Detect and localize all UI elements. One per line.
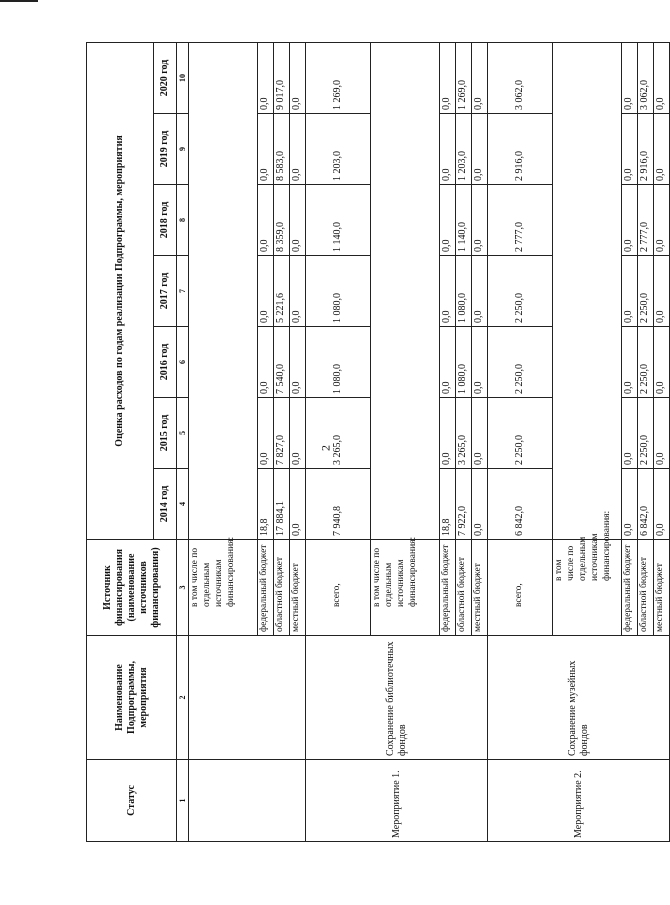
header-year: 2017 год	[154, 256, 177, 327]
value-cell: 8 359,0	[274, 185, 290, 256]
value-cell: 0,0	[290, 185, 306, 256]
source-regional: областной бюджет	[456, 540, 472, 636]
value-cell: 2 250,0	[638, 256, 654, 327]
value-cell: 0,0	[622, 256, 638, 327]
value-cell: 0,0	[258, 256, 274, 327]
corner-mark	[0, 0, 38, 2]
status-cell-empty	[189, 760, 306, 842]
value-cell: 18,8	[258, 469, 274, 540]
value-cell: 7 827,0	[274, 398, 290, 469]
rotated-table-container	[86, 42, 666, 842]
value-cell: 0,0	[654, 42, 670, 113]
value-cell: 6 842,0	[638, 469, 654, 540]
value-cell: 0,0	[290, 469, 306, 540]
column-number: 6	[177, 327, 189, 398]
value-cell: 0,0	[472, 256, 488, 327]
value-cell: 0,0	[290, 42, 306, 113]
total-label: всего,	[306, 540, 371, 636]
value-cell: 3 265,0	[456, 398, 472, 469]
value-cell: 0,0	[472, 469, 488, 540]
activity-status: Мероприятие 2.	[488, 760, 670, 842]
value-cell: 8 583,0	[274, 114, 290, 185]
value-cell: 1 080,0	[456, 256, 472, 327]
rotated-table-area	[86, 42, 666, 842]
value-cell: 0,0	[258, 327, 274, 398]
breakdown-spacer	[189, 42, 258, 539]
value-cell: 18,8	[440, 469, 456, 540]
header-estimate: Оценка расходов по годам реализации Подпрограммы, мероприятия	[87, 42, 154, 539]
value-cell: 0,0	[622, 327, 638, 398]
header-year: 2018 год	[154, 185, 177, 256]
breakdown-label: в том числе по отдельным источникам финансирования:	[189, 540, 258, 636]
value-cell: 0,0	[654, 256, 670, 327]
header-status: Статус	[87, 760, 177, 842]
value-cell: 0,0	[440, 398, 456, 469]
source-federal: федеральный бюджет	[258, 540, 274, 636]
value-cell: 2 250,0	[488, 256, 553, 327]
source-federal: федеральный бюджет	[440, 540, 456, 636]
value-cell: 0,0	[654, 114, 670, 185]
source-local: местный бюджет	[654, 540, 670, 636]
value-cell: 2 250,0	[638, 398, 654, 469]
value-cell: 0,0	[472, 398, 488, 469]
value-cell: 0,0	[290, 327, 306, 398]
value-cell: 1 140,0	[306, 185, 371, 256]
column-number: 8	[177, 185, 189, 256]
value-cell: 0,0	[654, 327, 670, 398]
value-cell: 1 203,0	[456, 114, 472, 185]
column-number: 5	[177, 398, 189, 469]
header-name: Наименование Подпрограммы, мероприятия	[87, 636, 177, 760]
value-cell: 0,0	[622, 469, 638, 540]
value-cell: 7 940,8	[306, 469, 371, 540]
column-number: 3	[177, 540, 189, 636]
value-cell: 0,0	[258, 398, 274, 469]
column-number: 4	[177, 469, 189, 540]
column-number: 10	[177, 42, 189, 113]
value-cell: 0,0	[290, 256, 306, 327]
value-cell: 0,0	[440, 42, 456, 113]
value-cell: 2 250,0	[488, 398, 553, 469]
value-cell: 1 140,0	[456, 185, 472, 256]
value-cell: 2 250,0	[488, 327, 553, 398]
source-local: местный бюджет	[472, 540, 488, 636]
total-label: всего,	[488, 540, 553, 636]
value-cell: 3 062,0	[638, 42, 654, 113]
value-cell: 1 080,0	[306, 256, 371, 327]
funding-table	[86, 42, 670, 842]
value-cell: 9 017,0	[274, 42, 290, 113]
value-cell: 0,0	[622, 114, 638, 185]
value-cell: 3 062,0	[488, 42, 553, 113]
value-cell: 3 265,0	[306, 398, 371, 469]
header-source: Источник финансирования (наименование источников финансирования)	[87, 540, 177, 636]
value-cell: 7 922,0	[456, 469, 472, 540]
activity-name: Сохранение библиотечных фондов	[306, 636, 488, 760]
activity-status: Мероприятие 1.	[306, 760, 488, 842]
value-cell: 0,0	[440, 114, 456, 185]
breakdown-spacer	[371, 42, 440, 539]
header-year: 2019 год	[154, 114, 177, 185]
value-cell: 0,0	[472, 114, 488, 185]
value-cell: 6 842,0	[488, 469, 553, 540]
value-cell: 5 221,6	[274, 256, 290, 327]
page-number: 2	[318, 445, 333, 451]
header-year: 2015 год	[154, 398, 177, 469]
breakdown-label: в том числе по отдельным источникам финансирования:	[553, 540, 622, 636]
value-cell: 1 203,0	[306, 114, 371, 185]
source-regional: областной бюджет	[274, 540, 290, 636]
breakdown-label: в том числе по отдельным источникам финансирования:	[371, 540, 440, 636]
header-year: 2014 год	[154, 469, 177, 540]
value-cell: 0,0	[440, 256, 456, 327]
value-cell: 0,0	[472, 42, 488, 113]
value-cell: 0,0	[654, 185, 670, 256]
value-cell: 0,0	[290, 398, 306, 469]
value-cell: 0,0	[622, 42, 638, 113]
value-cell: 2 916,0	[638, 114, 654, 185]
value-cell: 1 269,0	[456, 42, 472, 113]
value-cell: 0,0	[258, 114, 274, 185]
value-cell: 2 777,0	[638, 185, 654, 256]
header-year: 2016 год	[154, 327, 177, 398]
source-federal: федеральный бюджет	[622, 540, 638, 636]
value-cell: 0,0	[654, 469, 670, 540]
name-cell-empty	[189, 636, 306, 760]
source-local: местный бюджет	[290, 540, 306, 636]
value-cell: 0,0	[440, 327, 456, 398]
value-cell: 2 250,0	[638, 327, 654, 398]
source-regional: областной бюджет	[638, 540, 654, 636]
activity-name: Сохранение музейных фондов	[488, 636, 670, 760]
column-number: 9	[177, 114, 189, 185]
value-cell: 0,0	[622, 185, 638, 256]
value-cell: 1 080,0	[306, 327, 371, 398]
value-cell: 1 269,0	[306, 42, 371, 113]
header-year: 2020 год	[154, 42, 177, 113]
value-cell: 0,0	[472, 185, 488, 256]
column-number: 2	[177, 636, 189, 760]
value-cell: 17 884,1	[274, 469, 290, 540]
value-cell: 1 080,0	[456, 327, 472, 398]
value-cell: 0,0	[472, 327, 488, 398]
value-cell: 2 916,0	[488, 114, 553, 185]
column-number: 7	[177, 256, 189, 327]
value-cell: 0,0	[258, 42, 274, 113]
value-cell: 2 777,0	[488, 185, 553, 256]
value-cell: 7 540,0	[274, 327, 290, 398]
breakdown-spacer	[553, 42, 622, 539]
value-cell: 0,0	[290, 114, 306, 185]
value-cell: 0,0	[440, 185, 456, 256]
value-cell: 0,0	[258, 185, 274, 256]
column-number: 1	[177, 760, 189, 842]
value-cell: 0,0	[654, 398, 670, 469]
value-cell: 0,0	[622, 398, 638, 469]
